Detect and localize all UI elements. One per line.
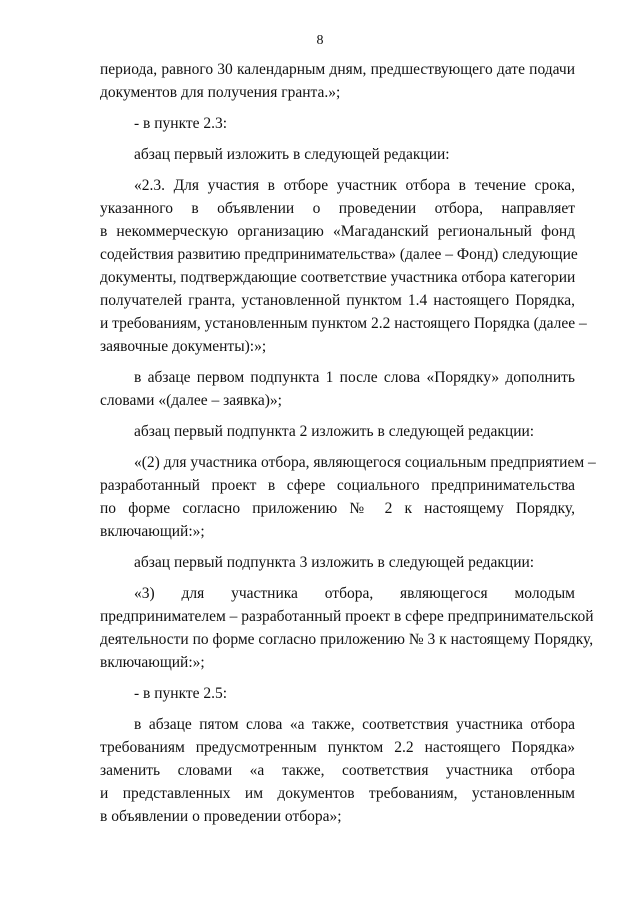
text-line: «(2) для участника отбора, являющегося социальным предприятием – — [134, 454, 596, 471]
text-line: «3) для участника отбора, являющегося молодым — [134, 585, 575, 602]
text-line: деятельности по форме согласно приложению № 3 к настоящему Порядку, — [100, 631, 594, 648]
text-line: абзац первый подпункта 3 изложить в следующей редакции: — [134, 554, 535, 571]
text-line: в абзаце первом подпункта 1 после слова «Порядку» дополнить — [134, 369, 575, 386]
text-line: по форме согласно приложению № 2 к настоящему Порядку, — [100, 500, 575, 517]
text-line: в объявлении о проведении отбора»; — [100, 808, 342, 825]
text-line: заменить словами «а также, соответствия участника отбора — [100, 762, 575, 779]
text-line: - в пункте 2.3: — [134, 115, 228, 132]
text-line: и представленных им документов требованиям, установленным — [100, 785, 575, 802]
text-line: и требованиям, установленным пунктом 2.2 настоящего Порядка (далее – — [100, 315, 587, 332]
text-line: предпринимателем – разработанный проект в сфере предпринимательской — [100, 608, 594, 625]
text-line: - в пункте 2.5: — [134, 685, 228, 702]
text-line: «2.3. Для участия в отборе участник отбора в течение срока, — [134, 177, 575, 194]
text-line: включающий:»; — [100, 654, 205, 671]
text-line: заявочные документы):»; — [100, 338, 267, 355]
text-line: указанного в объявлении о проведении отбора, направляет — [100, 200, 575, 217]
text-line: разработанный проект в сфере социального предпринимательства — [100, 477, 575, 494]
text-line: включающий:»; — [100, 523, 205, 540]
text-line: абзац первый изложить в следующей редакции: — [134, 146, 450, 163]
text-line: в некоммерческую организацию «Магаданский региональный фонд — [100, 223, 575, 240]
text-line: словами «(далее – заявка)»; — [100, 392, 282, 409]
text-line: получателей гранта, установленной пунктом 1.4 настоящего Порядка, — [100, 292, 575, 309]
text-line: абзац первый подпункта 2 изложить в следующей редакции: — [134, 423, 535, 440]
page-number: 8 — [316, 33, 324, 48]
text-line: документов для получения гранта.»; — [100, 84, 341, 101]
document-body — [100, 58, 596, 828]
text-line: в абзаце пятом слова «а также, соответствия участника отбора — [134, 716, 575, 733]
text-line: требованиям предусмотренным пунктом 2.2 настоящего Порядка» — [100, 739, 575, 756]
text-line: содействия развитию предпринимательства» (далее – Фонд) следующие — [100, 246, 578, 263]
text-line: документы, подтверждающие соответствие участника отбора категории — [100, 269, 576, 286]
text-line: периода, равного 30 календарным дням, предшествующего дате подачи — [100, 61, 575, 78]
